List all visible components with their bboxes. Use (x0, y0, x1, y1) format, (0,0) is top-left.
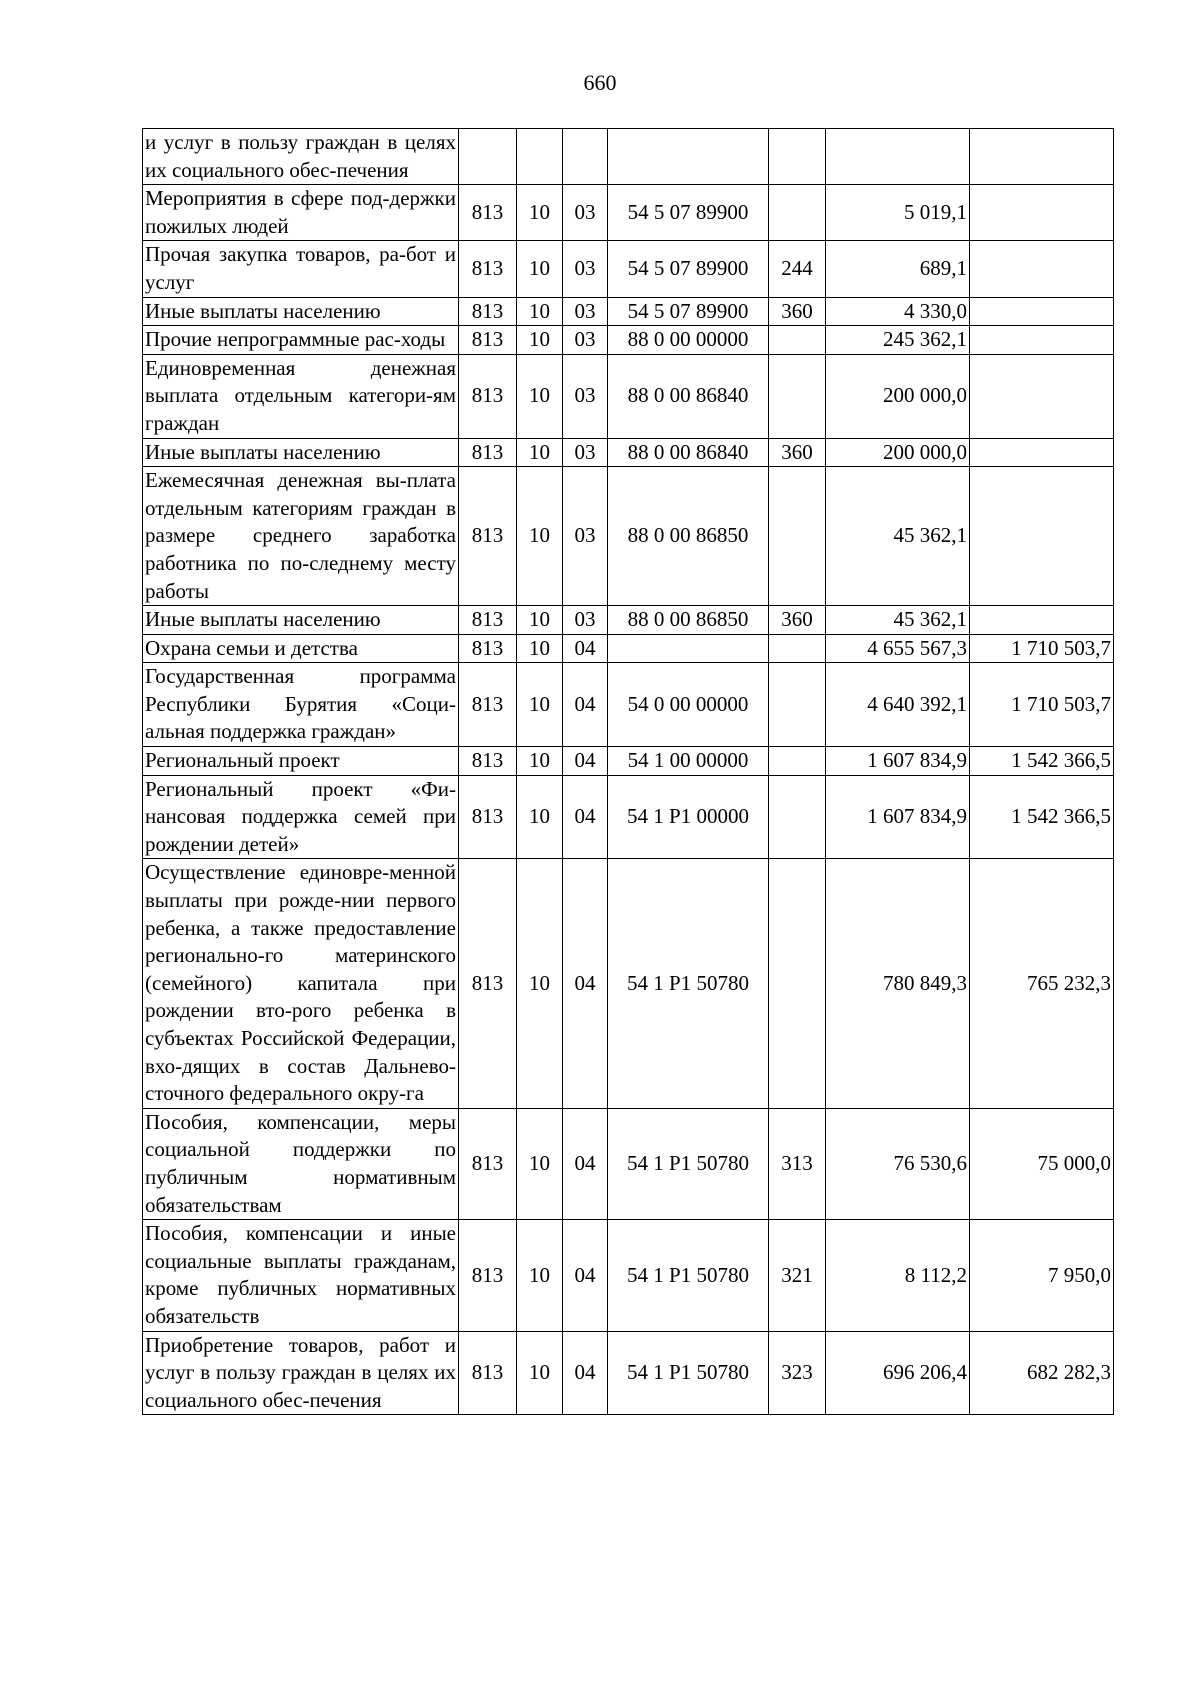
row-name: Охрана семьи и детства (143, 634, 459, 663)
section-code: 10 (517, 297, 563, 326)
expense-type-code: 323 (769, 1331, 826, 1415)
amount-2: 7 950,0 (970, 1220, 1114, 1331)
expense-type-code: 321 (769, 1220, 826, 1331)
amount-1: 8 112,2 (826, 1220, 970, 1331)
subsection-code: 04 (563, 747, 608, 776)
amount-2 (970, 354, 1114, 438)
row-name: Осуществление единовре-менной выплаты при рожде-нии первого ребенка, а также предоставление регионально-го материнского (семейного) капитала при рождении вто-рого ребенка в субъектах Российской Федерации, вхо-дящих в состав Дальнево-сточного федерального окру-га (143, 859, 459, 1108)
table-row (143, 297, 1114, 326)
expense-type-code: 244 (769, 241, 826, 297)
expense-type-code (769, 185, 826, 241)
subsection-code: 03 (563, 326, 608, 355)
amount-2 (970, 129, 1114, 185)
subsection-code: 04 (563, 859, 608, 1108)
amount-2: 1 710 503,7 (970, 634, 1114, 663)
table-row (143, 1331, 1114, 1415)
ministry-code: 813 (459, 354, 517, 438)
ministry-code: 813 (459, 1220, 517, 1331)
row-name: Государственная программа Республики Бурятия «Соци-альная поддержка граждан» (143, 663, 459, 747)
subsection-code: 03 (563, 297, 608, 326)
ministry-code: 813 (459, 747, 517, 776)
table-row (143, 241, 1114, 297)
amount-1: 45 362,1 (826, 467, 970, 606)
amount-2: 75 000,0 (970, 1108, 1114, 1219)
expense-type-code (769, 129, 826, 185)
table-row (143, 747, 1114, 776)
section-code: 10 (517, 663, 563, 747)
target-article-code: 54 1 P1 50780 (608, 859, 769, 1108)
ministry-code: 813 (459, 775, 517, 859)
subsection-code: 03 (563, 438, 608, 467)
section-code: 10 (517, 747, 563, 776)
amount-1: 4 330,0 (826, 297, 970, 326)
target-article-code: 88 0 00 86850 (608, 606, 769, 635)
ministry-code: 813 (459, 606, 517, 635)
ministry-code: 813 (459, 1108, 517, 1219)
amount-1: 4 640 392,1 (826, 663, 970, 747)
target-article-code: 54 1 P1 50780 (608, 1220, 769, 1331)
amount-2 (970, 438, 1114, 467)
amount-1: 245 362,1 (826, 326, 970, 355)
amount-2 (970, 326, 1114, 355)
budget-table (142, 128, 1114, 1415)
section-code: 10 (517, 326, 563, 355)
ministry-code: 813 (459, 663, 517, 747)
subsection-code: 04 (563, 1220, 608, 1331)
amount-1: 200 000,0 (826, 438, 970, 467)
expense-type-code: 360 (769, 297, 826, 326)
ministry-code: 813 (459, 185, 517, 241)
expense-type-code (769, 775, 826, 859)
row-name: Прочие непрограммные рас-ходы (143, 326, 459, 355)
amount-2: 765 232,3 (970, 859, 1114, 1108)
row-name: Прочая закупка товаров, ра-бот и услуг (143, 241, 459, 297)
row-name: Приобретение товаров, работ и услуг в пользу граждан в целях их социального обес-печения (143, 1331, 459, 1415)
ministry-code: 813 (459, 241, 517, 297)
subsection-code: 03 (563, 606, 608, 635)
amount-2: 1 542 366,5 (970, 747, 1114, 776)
amount-2 (970, 241, 1114, 297)
subsection-code: 03 (563, 185, 608, 241)
target-article-code: 54 1 P1 50780 (608, 1108, 769, 1219)
subsection-code: 04 (563, 1331, 608, 1415)
table-row (143, 775, 1114, 859)
subsection-code: 03 (563, 467, 608, 606)
amount-1: 696 206,4 (826, 1331, 970, 1415)
target-article-code: 88 0 00 86840 (608, 438, 769, 467)
amount-1: 1 607 834,9 (826, 775, 970, 859)
section-code (517, 129, 563, 185)
row-name: Иные выплаты населению (143, 297, 459, 326)
section-code: 10 (517, 467, 563, 606)
expense-type-code (769, 747, 826, 776)
target-article-code: 54 1 P1 00000 (608, 775, 769, 859)
subsection-code: 04 (563, 634, 608, 663)
table-row (143, 859, 1114, 1108)
ministry-code: 813 (459, 297, 517, 326)
amount-2 (970, 185, 1114, 241)
amount-2 (970, 297, 1114, 326)
target-article-code: 54 1 00 00000 (608, 747, 769, 776)
table-row (143, 1108, 1114, 1219)
target-article-code: 54 1 P1 50780 (608, 1331, 769, 1415)
table-row (143, 438, 1114, 467)
table-row (143, 185, 1114, 241)
row-name: Пособия, компенсации, меры социальной поддержки по публичным нормативным обязательствам (143, 1108, 459, 1219)
expense-type-code (769, 354, 826, 438)
amount-2 (970, 467, 1114, 606)
expense-type-code (769, 326, 826, 355)
subsection-code: 03 (563, 354, 608, 438)
subsection-code: 03 (563, 241, 608, 297)
section-code: 10 (517, 859, 563, 1108)
row-name: Иные выплаты населению (143, 606, 459, 635)
page-number: 660 (583, 70, 617, 95)
section-code: 10 (517, 606, 563, 635)
amount-1: 780 849,3 (826, 859, 970, 1108)
table-row (143, 326, 1114, 355)
expense-type-code (769, 467, 826, 606)
target-article-code (608, 129, 769, 185)
amount-1: 45 362,1 (826, 606, 970, 635)
expense-type-code: 313 (769, 1108, 826, 1219)
section-code: 10 (517, 1108, 563, 1219)
section-code: 10 (517, 241, 563, 297)
amount-2 (970, 606, 1114, 635)
amount-1: 76 530,6 (826, 1108, 970, 1219)
section-code: 10 (517, 775, 563, 859)
ministry-code (459, 129, 517, 185)
target-article-code (608, 634, 769, 663)
row-name: Единовременная денежная выплата отдельным категори-ям граждан (143, 354, 459, 438)
subsection-code: 04 (563, 775, 608, 859)
amount-1 (826, 129, 970, 185)
row-name: Региональный проект (143, 747, 459, 776)
amount-1: 5 019,1 (826, 185, 970, 241)
ministry-code: 813 (459, 467, 517, 606)
subsection-code: 04 (563, 1108, 608, 1219)
amount-1: 200 000,0 (826, 354, 970, 438)
table-row (143, 606, 1114, 635)
subsection-code (563, 129, 608, 185)
row-name: Иные выплаты населению (143, 438, 459, 467)
table-row (143, 467, 1114, 606)
expense-type-code (769, 634, 826, 663)
section-code: 10 (517, 634, 563, 663)
ministry-code: 813 (459, 859, 517, 1108)
amount-1: 4 655 567,3 (826, 634, 970, 663)
subsection-code: 04 (563, 663, 608, 747)
target-article-code: 54 0 00 00000 (608, 663, 769, 747)
ministry-code: 813 (459, 438, 517, 467)
section-code: 10 (517, 1331, 563, 1415)
table-row (143, 663, 1114, 747)
section-code: 10 (517, 354, 563, 438)
section-code: 10 (517, 1220, 563, 1331)
expense-type-code: 360 (769, 438, 826, 467)
amount-1: 1 607 834,9 (826, 747, 970, 776)
target-article-code: 88 0 00 86850 (608, 467, 769, 606)
table-row (143, 1220, 1114, 1331)
expense-type-code (769, 663, 826, 747)
amount-2: 682 282,3 (970, 1331, 1114, 1415)
row-name: Пособия, компенсации и иные социальные выплаты гражданам, кроме публичных нормативных обязательств (143, 1220, 459, 1331)
section-code: 10 (517, 438, 563, 467)
target-article-code: 54 5 07 89900 (608, 297, 769, 326)
amount-2: 1 542 366,5 (970, 775, 1114, 859)
table-row (143, 634, 1114, 663)
expense-type-code: 360 (769, 606, 826, 635)
ministry-code: 813 (459, 1331, 517, 1415)
target-article-code: 88 0 00 00000 (608, 326, 769, 355)
row-name: и услуг в пользу граждан в целях их социального обес-печения (143, 129, 459, 185)
target-article-code: 88 0 00 86840 (608, 354, 769, 438)
target-article-code: 54 5 07 89900 (608, 241, 769, 297)
section-code: 10 (517, 185, 563, 241)
expense-type-code (769, 859, 826, 1108)
row-name: Ежемесячная денежная вы-плата отдельным категориям граждан в размере среднего заработка работника по по-следнему месту работы (143, 467, 459, 606)
amount-1: 689,1 (826, 241, 970, 297)
table-row (143, 354, 1114, 438)
ministry-code: 813 (459, 326, 517, 355)
amount-2: 1 710 503,7 (970, 663, 1114, 747)
table-row (143, 129, 1114, 185)
target-article-code: 54 5 07 89900 (608, 185, 769, 241)
ministry-code: 813 (459, 634, 517, 663)
row-name: Региональный проект «Фи-нансовая поддержка семей при рождении детей» (143, 775, 459, 859)
row-name: Мероприятия в сфере под-держки пожилых людей (143, 185, 459, 241)
